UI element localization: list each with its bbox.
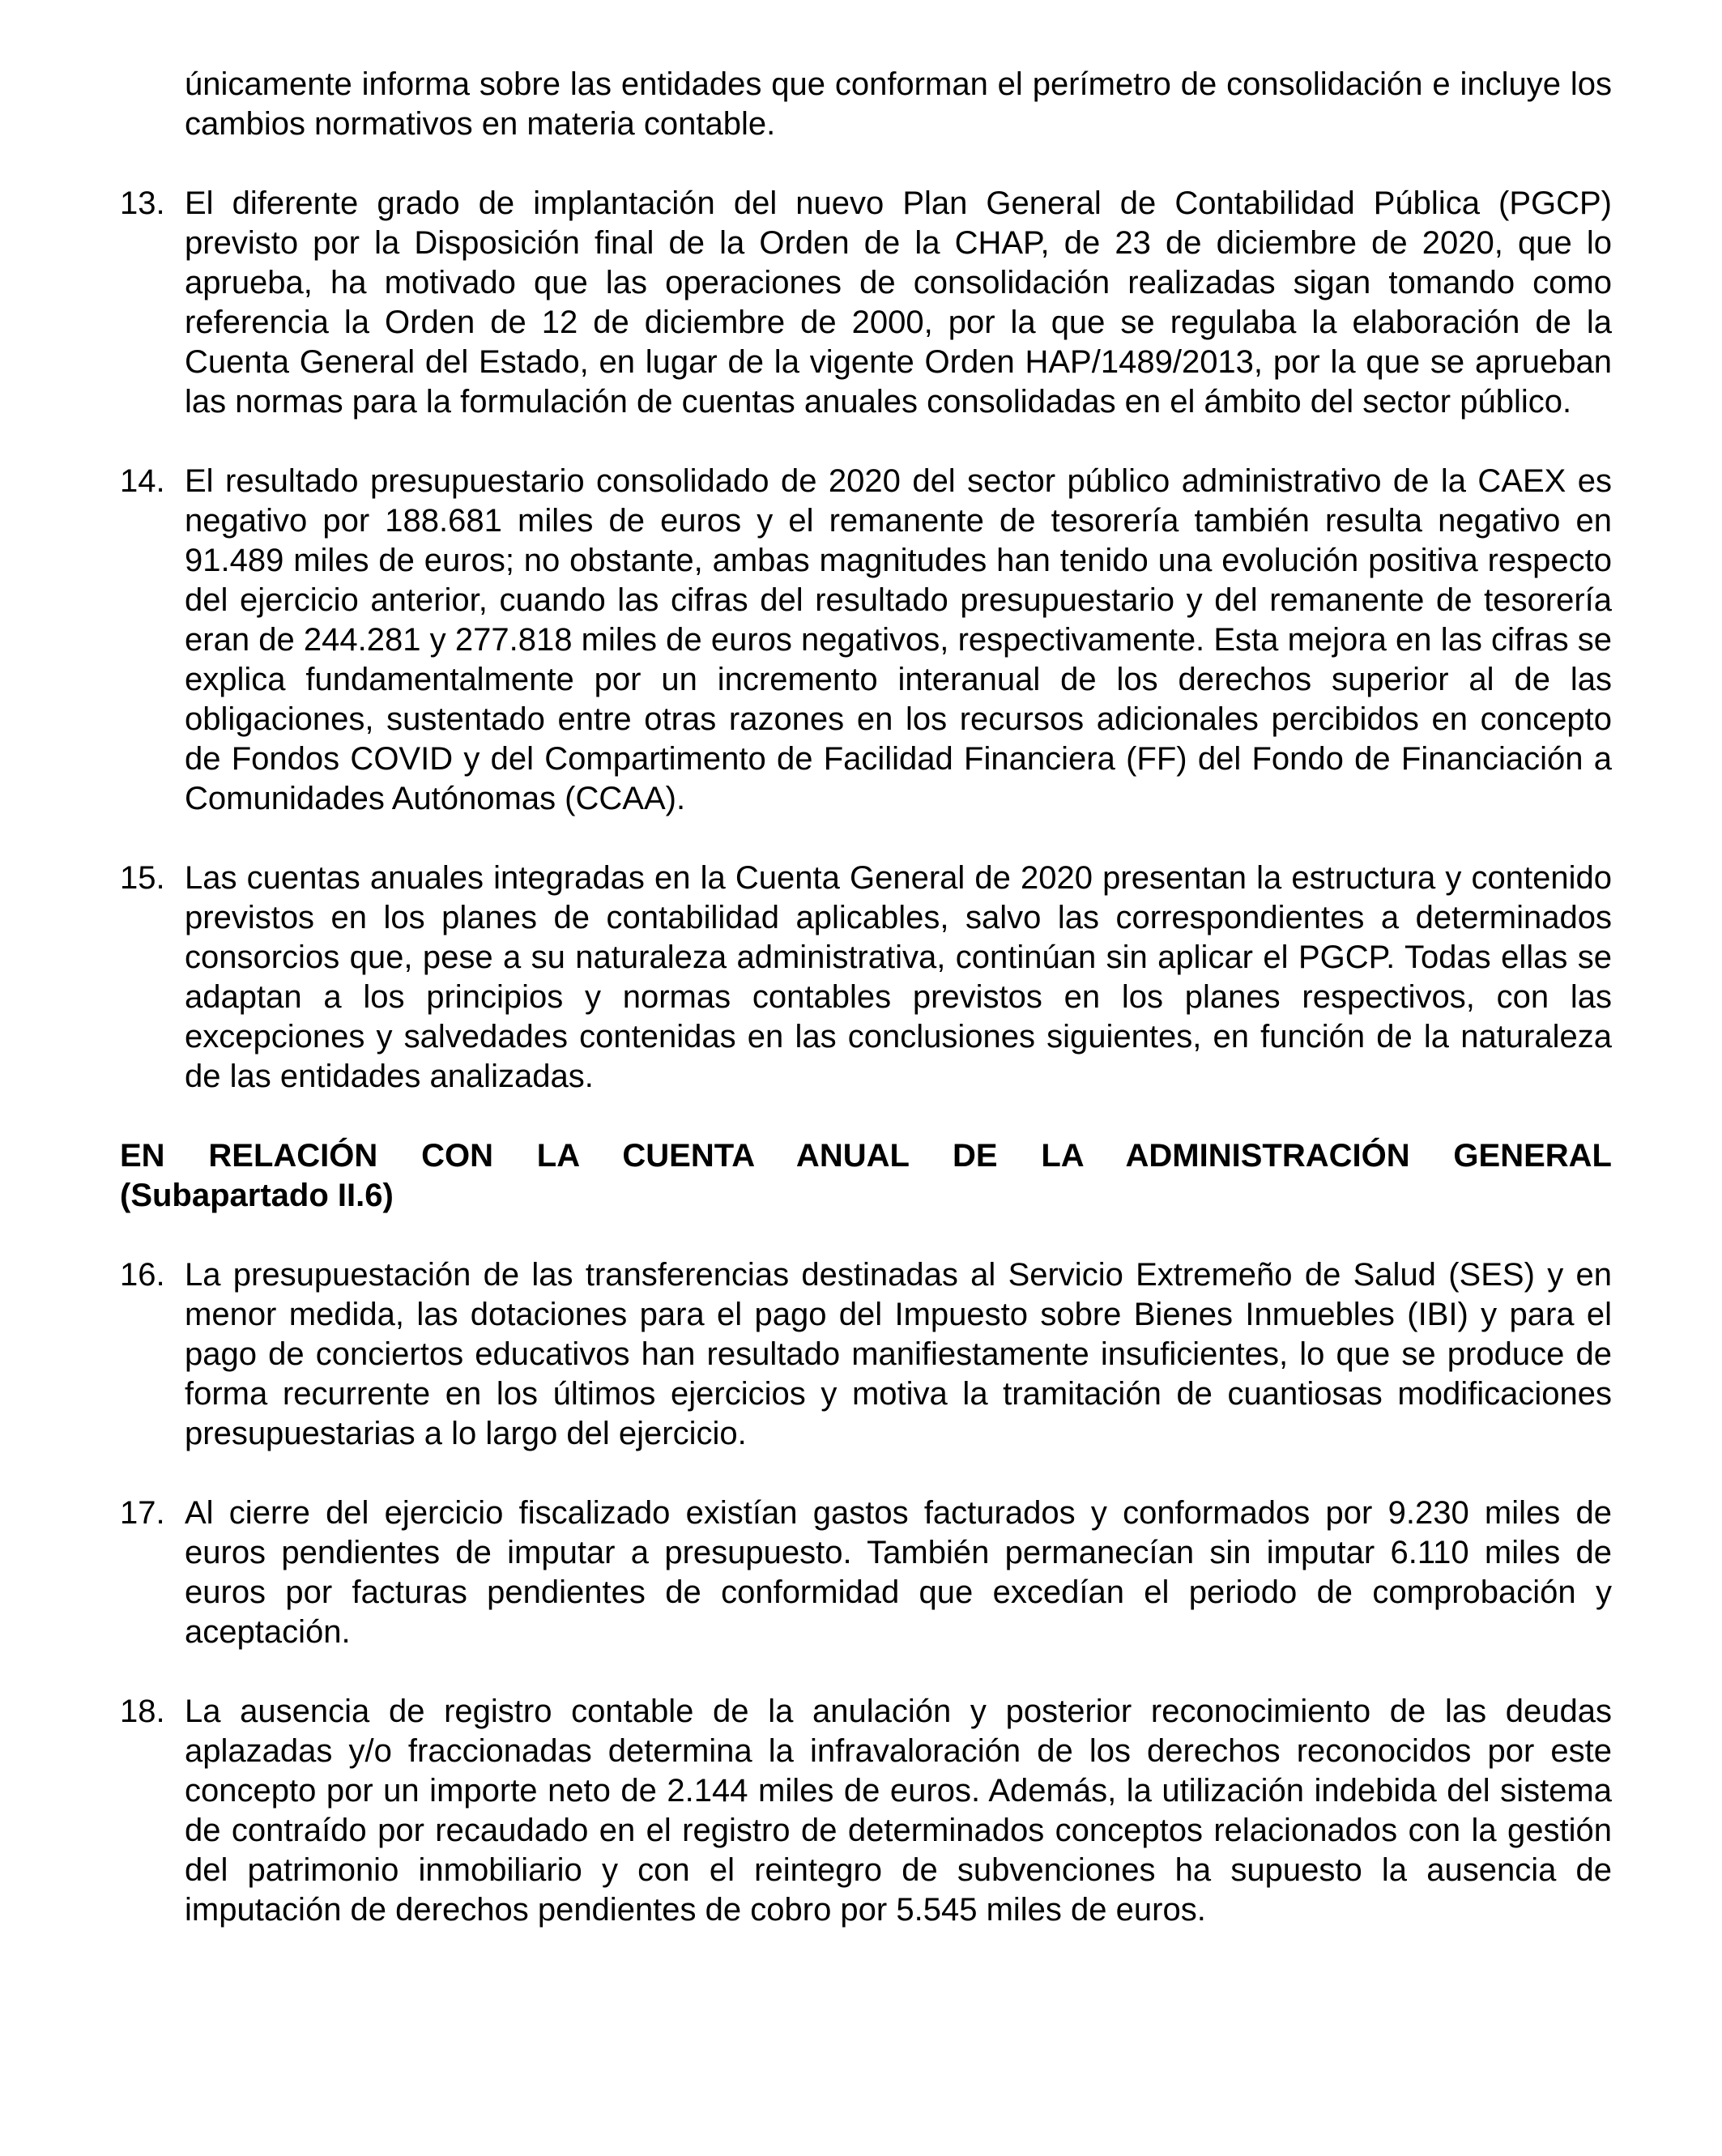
- item-text: Al cierre del ejercicio fiscalizado existían gastos facturados y conformados por 9.230 miles de euros pendientes de imputar a presupuesto. También permanecían sin imputar 6.110 miles de euros por facturas pendientes de conformidad que excedían el periodo de comprobación y aceptación.: [185, 1495, 1612, 1650]
- document-page: [120, 65, 1612, 1930]
- section-heading-title: EN RELACIÓN CON LA CUENTA ANUAL DE LA ADMINISTRACIÓN GENERAL: [120, 1138, 1612, 1174]
- list-item: [120, 462, 1612, 819]
- item-text: La ausencia de registro contable de la anulación y posterior reconocimiento de las deudas aplazadas y/o fraccionadas determina la infravaloración de los derechos reconocidos por este concepto por un importe neto de 2.144 miles de euros. Además, la utilización indebida del sistema de contraído por recaudado en el registro de determinados conceptos relacionados con la gestión del patrimonio inmobiliario y con el reintegro de subvenciones ha supuesto la ausencia de imputación de derechos pendientes de cobro por 5.545 miles de euros.: [185, 1694, 1612, 1928]
- item-number: 14.: [120, 463, 165, 499]
- section-heading-subtitle: (Subapartado II.6): [120, 1178, 394, 1213]
- item-text: El diferente grado de implantación del nuevo Plan General de Contabilidad Pública (PGCP) previsto por la Disposición final de la Orden de la CHAP, de 23 de diciembre de 2020, que lo aprueba, ha motivado que las operaciones de consolidación realizadas sigan tomando como referencia la Orden de 12 de diciembre de 2000, por la que se regulaba la elaboración de la Cuenta General del Estado, en lugar de la vigente Orden HAP/1489/2013, por la que se aprueban las normas para la formulación de cuentas anuales consolidadas en el ámbito del sector público.: [185, 185, 1612, 420]
- item-number: 16.: [120, 1257, 165, 1293]
- list-item: [120, 184, 1612, 422]
- item-number: 13.: [120, 185, 165, 221]
- item-text: Las cuentas anuales integradas en la Cuenta General de 2020 presentan la estructura y contenido previstos en los planes de contabilidad aplicables, salvo las correspondientes a determinados consorcios que, pese a su naturaleza administrativa, continúan sin aplicar el PGCP. Todas ellas se adaptan a los principios y normas contables previstos en los planes respectivos, con las excepciones y salvedades contenidas en las conclusiones siguientes, en función de la naturaleza de las entidades analizadas.: [185, 860, 1612, 1094]
- item-text: El resultado presupuestario consolidado de 2020 del sector público administrativo de la CAEX es negativo por 188.681 miles de euros y el remanente de tesorería también resulta negativo en 91.489 miles de euros; no obstante, ambas magnitudes han tenido una evolución positiva respecto del ejercicio anterior, cuando las cifras del resultado presupuestario y del remanente de tesorería eran de 244.281 y 277.818 miles de euros negativos, respectivamente. Esta mejora en las cifras se explica fundamentalmente por un incremento interanual de los derechos superior al de las obligaciones, sustentado entre otras razones en los recursos adicionales percibidos en concepto de Fondos COVID y del Compartimento de Facilidad Financiera (FF) del Fondo de Financiación a Comunidades Autónomas (CCAA).: [185, 463, 1612, 816]
- list-item: [120, 1255, 1612, 1454]
- section-heading: [120, 1136, 1612, 1216]
- list-item: [120, 859, 1612, 1097]
- list-item: [120, 1692, 1612, 1930]
- intro-continuation: [185, 65, 1612, 144]
- item-number: 18.: [120, 1694, 165, 1729]
- item-text: La presupuestación de las transferencias destinadas al Servicio Extremeño de Salud (SES) y en menor medida, las dotaciones para el pago del Impuesto sobre Bienes Inmuebles (IBI) y para el pago de conciertos educativos han resultado manifiestamente insuficientes, lo que se produce de forma recurrente en los últimos ejercicios y motiva la tramitación de cuantiosas modificaciones presupuestarias a lo largo del ejercicio.: [185, 1257, 1612, 1451]
- list-item: [120, 1493, 1612, 1652]
- item-number: 15.: [120, 860, 165, 896]
- item-number: 17.: [120, 1495, 165, 1531]
- intro-paragraph: únicamente informa sobre las entidades que conforman el perímetro de consolidación e incluye los cambios normativos en materia contable.: [185, 66, 1612, 142]
